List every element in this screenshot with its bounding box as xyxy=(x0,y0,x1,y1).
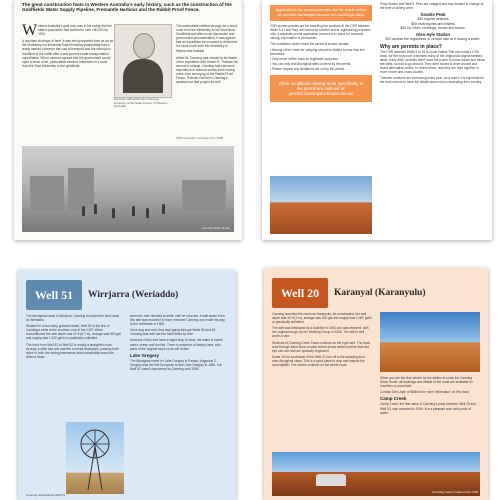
fee-line: $40 for Okes, clothings, trucks and buses. xyxy=(400,25,466,30)
historic-photo xyxy=(22,146,234,232)
building-shape xyxy=(182,180,226,210)
paragraph: Camp Creek, the first camp of Canning's party between Well 19 and Well 20, was recorded in 1906. It is a pleasant spot with pools of water. xyxy=(380,402,476,415)
left-column xyxy=(272,312,372,367)
figure-shape xyxy=(94,204,97,214)
photo-caption: Crossing Camp Creek on the CSR xyxy=(432,490,478,494)
portrait-photo xyxy=(114,24,172,98)
bullet-item: • You can only visit Aboriginal sites covered by the permit. xyxy=(270,62,352,67)
left-column xyxy=(270,2,372,105)
figure-shape xyxy=(112,208,115,218)
bullet-item: • Moving off the track for camping should be limited to less than ten kilometres. xyxy=(270,48,365,57)
paragraph: The well was destroyed by a bushfire in 1983 and was restored, with the original trough, by the Working Group in 2005. The site is well worth a visit. xyxy=(272,326,369,339)
paragraph: when the men decided to strike until he returned. A wall sinker from this site was recorded to have removed Canning and made his way to the waterhole in 1906. xyxy=(130,314,225,327)
fee-line: $30 regular vehicles xyxy=(417,17,449,22)
page-footer: Canning Stock Route Well 51 xyxy=(26,493,66,497)
paragraph: Peak Station and Well 5. Fees are charged and may subject to change at the time of writing were: xyxy=(380,2,484,11)
drop-cap: W xyxy=(22,22,38,39)
left-column xyxy=(22,24,114,68)
red-dirt-track-photo xyxy=(380,312,480,372)
paragraph: CSR access permits are for travelling the sections of the CSR between Wells 5-51 and they are issued for tourism and/or sightseeing purposes only. A separate permit application process is in place for research, mining, exploration or production. xyxy=(270,23,371,40)
brochure-page-well-20 xyxy=(264,268,488,500)
permit-link-box[interactable]: Applications for access permits can be made online at: permits.canningstockroute.net.au/#/login.aspx xyxy=(270,5,372,21)
bullet-item: • Please respect any limitations set out by the permit. xyxy=(270,67,345,72)
paragraph: The CSR between Wells 5 to 51 is under Native Title and today's CSR track, for the most part, traverses many of the original Aboriginal families' lands. Early 4WD vehicles didn't have the power to cross dunes and follow the wells, so had to go around. They were forced to drive around and found alternative routes. In recent times, now they are hold together in more recent and cross country. xyxy=(380,49,485,75)
paragraph: The conditions under which the permit is issued include: xyxy=(270,41,350,46)
figure-shape xyxy=(132,206,135,216)
paragraph: Situated in a low stony grassed swale, Well 51 is the first of Canning's wells at the southern end of the CSR. When reconditioned the well depth was 22 ft (6.7 m), storage was 500 gal and supply was 1,000 gal/h or practically unlimited. xyxy=(26,324,121,341)
brochure-page-history xyxy=(14,0,242,240)
paragraph: Sections of this well have a slight drop in rains, the water is sweet water, sheep and the like. There is evidence of history here, with parts of the original stock route still visible. xyxy=(130,338,223,351)
right-column xyxy=(380,376,480,415)
well-name: Karanyal (Karanyulu) xyxy=(334,288,426,298)
well-name: Wirrjarra (Weriaddo) xyxy=(88,290,179,300)
building-shape xyxy=(30,176,64,210)
portrait-body xyxy=(123,59,163,93)
paragraph: Once dug and well, they kept going through Wells 50 and 49. Canning was well used to hard times by then. xyxy=(130,328,217,337)
portrait-head xyxy=(133,33,155,59)
paragraph: Canning recorded the name as Karanyulu. As constructed, the well depth was 10 ft (3 m), storage was 200 gal and supply was 1,000 gal/h or practically unlimited. xyxy=(272,312,372,325)
bullet-item: • Only move off the track for legitimate purposes. xyxy=(270,57,339,62)
well-banner xyxy=(272,278,480,308)
paragraph: The track from Well 51 to Well 52 is mostly a straightish road through a wide arid and spinifex covered landscape, passing both sides of both the mining tenements which eventually reach the Wiluna Road. xyxy=(26,342,119,359)
conditions-link-box[interactable]: Other conditions relating more specifically to the permit are outlined at: permits.canningstockroute.net.au/ xyxy=(270,75,372,103)
portrait-caption: Surveyor Alfred Wernam Canning. Courtesy of the State Library of Western Australia. xyxy=(114,97,168,109)
section-heading: Lake Gregory xyxy=(130,352,160,358)
paragraph: The Aboriginal name for Lake Gregory is Paraku. Augustus C. Gregory was the first European to see Lake Gregory in 1856, but Well 51 wasn't discovered by Canning until 1906. xyxy=(130,358,222,372)
outback-photo xyxy=(270,176,372,234)
windmill-icon xyxy=(70,426,120,490)
paragraph: When you are the first vehicle by the station to cross the Canning Stock Route, all bookings and details of the route are available for travellers to download. xyxy=(380,376,473,389)
figure-shape xyxy=(162,204,165,214)
left-column xyxy=(26,314,122,359)
paragraph: The Aboriginal name is Wirrjarra, Canning recorded the well name as Weriaddo. xyxy=(26,314,120,323)
paragraph: estern Australia's gold rush was in full swing and the state's population had swelled to over 180,000 by 1901. xyxy=(38,24,112,37)
fee-station-name: Glen-Ayle Station xyxy=(416,32,450,38)
right-column xyxy=(380,2,486,84)
vehicle-shape xyxy=(316,474,346,486)
paragraph: Contact Glen-Ayle or Billiluna for more information on this track. xyxy=(380,390,470,395)
paragraph: Sections of Canning Creek Track continue on the right side. The track runs through sand dune country where dunes stretch further than the eye can see and are sparsely vegetated. xyxy=(272,340,371,353)
figure-shape xyxy=(146,208,149,218)
fee-line: $50 motorcycles and trailers xyxy=(411,21,455,26)
paragraph: Traveller numbers are increasing every year. As a result, it is important for the land owners to have full details about who is accessing their country. xyxy=(380,76,485,85)
section-heading: Why are permits in place? xyxy=(380,43,442,50)
section-heading: Camp Creek xyxy=(380,396,407,402)
building-shape xyxy=(68,168,94,210)
paragraph: The pastoralists lobbied strongly for a stock route from the Kimberley to the Murchison Goldfields and after much discussion and government procrastination, it was agreed that an expedition be mounted to determine if a stock route from the Kimberley to Wiluna was feasible. xyxy=(176,24,238,53)
right-column xyxy=(176,24,238,84)
brochure-page-well-51 xyxy=(18,270,236,500)
well-number: Well 51 xyxy=(26,280,82,310)
intro-paragraph: The great construction feats in Western Australia's early history, such as the construction of the Goldfields Water Supply Pipeline, Fremantle Harbour and the Rabbit Proof Fence. xyxy=(22,2,232,13)
credit-text: CSR Australia's Heritage Tour 2006 xyxy=(176,136,224,140)
well-banner xyxy=(26,280,228,310)
right-column xyxy=(130,314,228,371)
paragraph: Some 16 km southwest of the Well 20 turn off is the camping area near Aboriginal clans. This is a good place to stop and inspect the local wildlife. The stories continue on the whole route. xyxy=(272,354,365,368)
paragraph: A resultant shortage of beef, it was being imported from as far as the Kimberley but influential East Kimberley pastoralists had a ready market. However the cost of transport and the often poor condition of the cattle after a sea journey made transportation unprofitable. When rumours spread that the government would open a stock route, pastoralists became interested in a route from the East Kimberley to the goldfields. xyxy=(22,39,114,68)
brochure-page-permits xyxy=(262,0,492,240)
windmill-photo xyxy=(66,422,124,494)
fee-station-name: Granite Peak xyxy=(420,12,446,18)
well-number: Well 20 xyxy=(272,278,328,308)
paragraph: Alfred W. Canning was chosen to be leader of the expedition with Hubert S. Trotman his second in charge. Canning had extensive experience in outdoor survey work having come from surveying of the Rabbit Proof Fence. Trotman had been Canning's assistant on that project as well. xyxy=(176,55,238,85)
photo-credit: Canning Stock Route xyxy=(201,226,230,230)
figure-shape xyxy=(82,206,85,216)
fee-line: $20 access fee regardless of vehicle size or if towing a trailer. xyxy=(385,37,481,42)
